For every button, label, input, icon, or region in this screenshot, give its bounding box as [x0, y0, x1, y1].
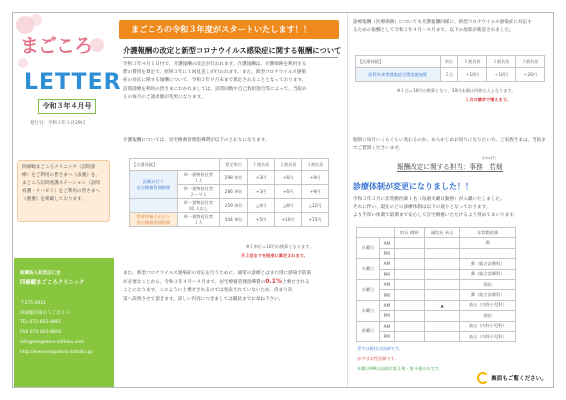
medical-fee-intro [353, 19, 551, 35]
contact-person: 報酬改定に関する担当：事務 若畑 [397, 163, 503, 171]
day-label: 月曜日 [357, 238, 380, 259]
cell: 郵（総合診療科） [460, 290, 516, 300]
section1-para3 [123, 270, 345, 304]
cell: 郵（総合診療科） [460, 259, 516, 269]
cell [424, 248, 460, 258]
arrow-icon [477, 372, 489, 384]
cell [424, 321, 460, 331]
ampm: PM [379, 331, 394, 341]
cell [394, 300, 424, 310]
notice-line: 療）をご利用の皆さまへ《表裏》を、 [22, 173, 101, 178]
publish-date: 発行日：令和３年３月29日 [30, 121, 86, 126]
para-line: より手厚い体制で最期まで安心して在宅療養いただけるよう努めてまいります。 [353, 213, 519, 219]
ampm: AM [379, 279, 394, 289]
cell: 郵（総合診療科） [460, 269, 516, 279]
table-header: ３割負担 [516, 56, 545, 68]
ampm: PM [379, 248, 394, 258]
ampm: AM [379, 238, 394, 248]
medical-note-2: １月の請求で増えます。 [465, 97, 511, 102]
clinic-info-panel [14, 258, 114, 388]
table-header: 院長 梅野 [394, 228, 424, 238]
cell [424, 290, 460, 300]
ampm: PM [379, 290, 394, 300]
ampm: AM [379, 321, 394, 331]
cell: ▲ [424, 300, 460, 310]
table-cell: ＋10円 [458, 68, 487, 82]
para-line: 際の費用を算定で、原則３年に１回見直しが行われます。また、新型コロナウイルス感染 [123, 70, 307, 76]
ampm: AM [379, 259, 394, 269]
blossom-icon [90, 38, 104, 52]
table-header: 単位 [440, 56, 458, 68]
notice-box [17, 160, 110, 222]
para-line: 第へ説明させて頂きます。詳しい内容につきましては職員までお尋ね下さい。 [123, 296, 284, 302]
ampm: PM [379, 269, 394, 279]
para-line: るための報酬として令和３年４月〜９月まで、以下の加算が新設されました。 [353, 28, 514, 34]
column-divider [347, 13, 348, 388]
table-header: 副院長 米山 [424, 228, 460, 238]
table-header: 非常勤医師 [460, 228, 516, 238]
cell [424, 259, 460, 269]
address: 四條畷市岡山５丁目３-１ [20, 311, 72, 316]
back-page-text: 裏面もご覧ください。 [491, 376, 547, 382]
ampm: AM [379, 300, 394, 310]
back-page-note [477, 371, 551, 385]
schedule-table [356, 227, 516, 342]
cell [424, 238, 460, 248]
day-label: 水曜日 [357, 279, 380, 300]
table-cell: ５点 [440, 68, 458, 82]
medical-fee-para [353, 137, 551, 153]
para-line: 令和３年３月に非常勤医師１名（毎週火曜日勤務）が入職いたしました。 [353, 197, 505, 202]
email[interactable]: info@magokoro-zaitaku.com [20, 340, 85, 345]
cell [394, 279, 424, 289]
cell [394, 259, 424, 269]
table-header [357, 228, 395, 238]
para-line [123, 278, 345, 287]
cell [424, 311, 460, 321]
logo-title: まごころ [20, 35, 93, 57]
cell [424, 269, 460, 279]
cell [394, 238, 424, 248]
cell [394, 321, 424, 331]
cell [394, 269, 424, 279]
para-line: 訪問診療を利用の皆さまにおかれましては、訪問回数や自己負担割合等によって、当院か [123, 86, 307, 92]
cell [424, 331, 460, 341]
table-header: 【医療保険】 [356, 56, 441, 68]
section-title-schedule: 診療体制が変更になりました！！ [353, 182, 473, 191]
para-text: 上乗せされる [281, 280, 310, 286]
para-line: 診療報酬（医療保険）についても介護報酬同様に、新型コロナウイルス感染症に対応す [353, 20, 532, 25]
cell [460, 248, 516, 258]
header-title: まごころの令和３年度がスタートいたします！！ [131, 24, 312, 34]
section1-para1 [123, 61, 345, 102]
left-column [14, 14, 122, 388]
para-line: らの毎月のご請求額が変更になります。 [123, 94, 206, 100]
percent-highlight: 0.1% [265, 278, 282, 286]
medical-note-1: ※１点＝10円の換算となり、10円未満は四捨五入となります。 [397, 88, 516, 93]
para-line: ことになります。このように上乗せされるのでは発表されていないため、決まり次 [123, 288, 293, 294]
cell: 高山（内科小児科） [460, 300, 516, 310]
table-note-red: 月２回までを限度に算定されます。 [241, 253, 308, 258]
fax: FAX 072-803-8892 [20, 330, 62, 335]
schedule-para [353, 196, 551, 221]
para-line: それに伴い、現在のどの診療体制は以下の通りとなっております。 [353, 205, 491, 211]
table-header: ２割負担 [487, 56, 516, 68]
tel: TEL 072-803-8891 [20, 320, 62, 325]
care-fee-table: 【介護保険】 算定単位 １割負担 ２割負担 ３割負担 医師が行う 居宅療養管理指導 単一建物居住者 １人 298 単位 +3円 +6円 +9円 単一建物居住者 ２〜９人 286 単位 +3円 +6円 +9円 単一建物居住者 10 人以上 259 単位 △4円 △8円 △12円 管理栄養士が行う 居宅療養管理指導 単一建物居住者 １人 544 単位 +5円 +10円 +15円 [129, 158, 329, 227]
medical-fee-table [355, 55, 545, 82]
legend-red: 赤字は女性医師です。 [357, 356, 399, 361]
para-line: 症の対応に関する報酬について、令和３年９月末まで算定されることとなっております。 [123, 78, 307, 84]
cell: 高山（内科小児科） [460, 321, 516, 331]
ampm: PM [379, 311, 394, 321]
legend-green: 木曜日AMの医師は第２週・第４週のみです。 [357, 366, 443, 371]
table-cell: ＋20円 [516, 68, 545, 82]
cell: 岡田 [460, 311, 516, 321]
cell [394, 290, 424, 300]
notice-line: 看護・リハビリ）をご利用の皆さまへ [22, 189, 100, 194]
para-line: また、新型コロナウイルス感染症の対応を行うために、通常の診療とはまた別に感染予防策 [123, 271, 312, 276]
cell [424, 279, 460, 289]
table-note-unit: ※１単位＝10円の換算となります。 [246, 244, 314, 249]
newsletter-page [12, 12, 554, 388]
notice-line: 《裏裏》を掲載しております。 [22, 197, 86, 202]
cell [394, 248, 424, 258]
day-label: 火曜日 [357, 259, 380, 280]
cell [394, 331, 424, 341]
cell: 高山（内科小児科） [460, 331, 516, 341]
day-label: 金曜日 [357, 321, 380, 342]
table-cell: ＋10円 [487, 68, 516, 82]
contact-ruby: わかはた [482, 156, 496, 160]
clinic-name: 四條畷まごころクリニック [20, 280, 85, 286]
header-banner [119, 20, 339, 39]
issue-label: 令和３年４月号 [38, 99, 96, 114]
para-line: 令和３年４月１日付で、介護報酬の改定が行われます。介護報酬は、介護保険を利用する [123, 62, 307, 67]
logo-area [14, 14, 122, 110]
cell: 岡田 [460, 279, 516, 289]
table-header: １割負担 [458, 56, 487, 68]
para-text: が必要なことから、令和３年４月〜９月まで、居宅療養管理指導費の [123, 280, 266, 286]
blossom-icon [18, 58, 28, 68]
table-cell: 医科外来等感染症対策実施加算 [356, 68, 441, 82]
legend-blue: 青字は新任の医師です。 [357, 346, 403, 351]
corp-name: 医療法人社団正仁会 [20, 271, 61, 276]
notice-line: 四條畷まごころクリニック（訪問診 [22, 165, 96, 170]
para-line: 個別に毎月いくらぐらい変わるのか、あらかじめお知りになりたい方、ご家族さまは、当院ま [353, 138, 546, 143]
postal-code: 〒575-0011 [20, 301, 47, 306]
cell [394, 311, 424, 321]
para-line: でご質問くださいませ。 [353, 146, 404, 152]
section-title-fees: 介護報酬の改定と新型コロナウイルス感染症に関する報酬について [123, 46, 338, 58]
website[interactable]: http://www.magokoro-zaitaku.jp/ [20, 350, 94, 355]
notice-line: まごころ訪問看護ステーション（訪問 [22, 181, 100, 186]
cell: 郵 [460, 238, 516, 248]
blossom-icon [30, 14, 42, 26]
day-label: 木曜日 [357, 300, 380, 321]
section1-para2: 介護報酬については、居宅療養管理指導費が以下のとおりになります。 [123, 138, 270, 143]
logo-subtitle: LETTER [24, 70, 122, 95]
